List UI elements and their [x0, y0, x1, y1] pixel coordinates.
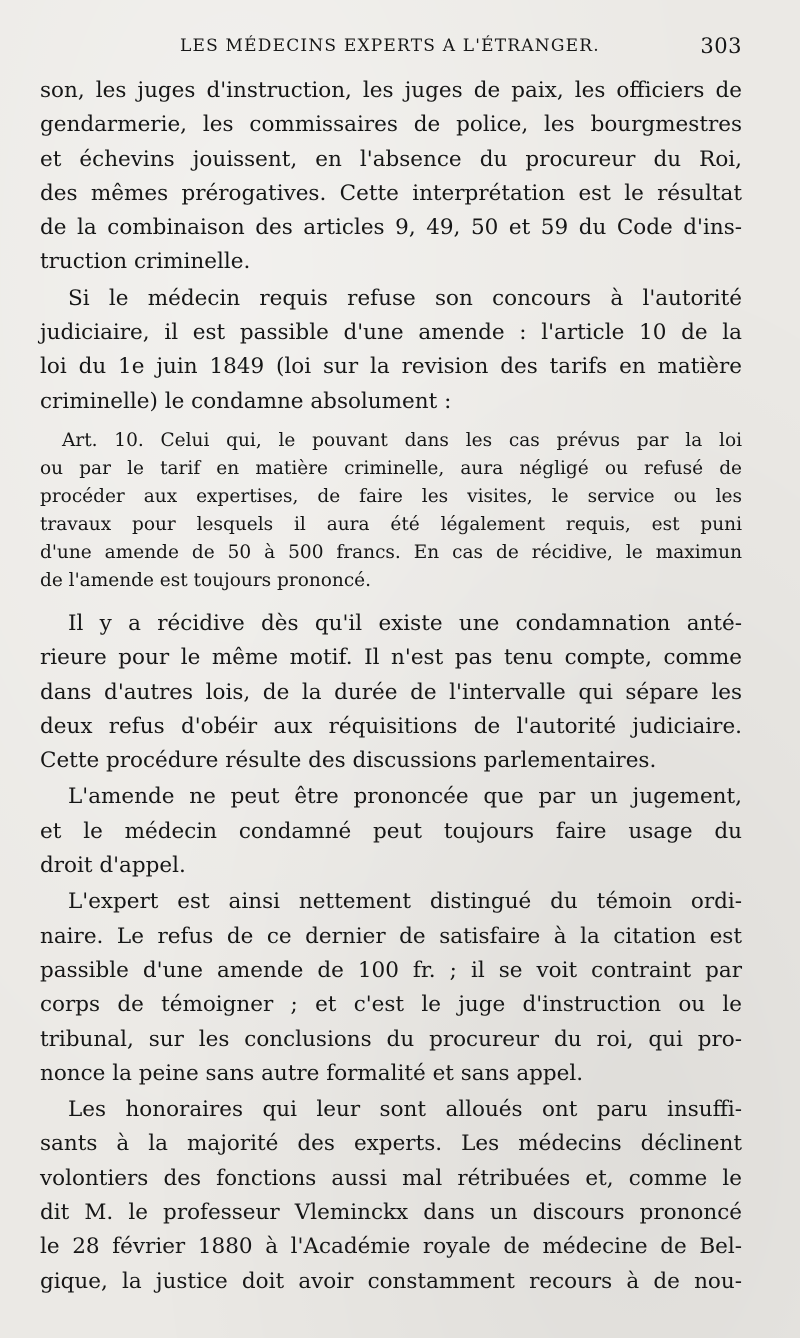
text-line: des mêmes prérogatives. Cette interprétation est le résultat [40, 180, 742, 206]
text-line: deux refus d'obéir aux réquisitions de l'autorité judiciaire. [40, 713, 742, 739]
text-line: nonce la peine sans autre formalité et sans appel. [40, 1060, 584, 1086]
text-line: truction criminelle. [40, 249, 251, 275]
text-line: et échevins jouissent, en l'absence du procureur du Roi, [40, 146, 742, 172]
text-line: droit d'appel. [40, 853, 186, 879]
text-line: de la combinaison des articles 9, 49, 50 et 59 du Code d'ins- [40, 215, 742, 241]
paragraph-honoraires [40, 1093, 742, 1299]
text-line: et le médecin condamné peut toujours faire usage du [40, 818, 742, 844]
body-text [40, 74, 742, 1301]
text-line: Si le médecin requis refuse son concours à l'autorité [68, 285, 742, 311]
text-line: L'expert est ainsi nettement distingué du témoin ordi- [68, 889, 742, 915]
text-line: tribunal, sur les conclusions du procureur du roi, qui pro- [40, 1026, 742, 1052]
paragraph-continuation [40, 74, 742, 280]
text-line: son, les juges d'instruction, les juges de paix, les officiers de [40, 78, 742, 103]
quote-line: de l'amende est toujours prononcé. [40, 569, 372, 591]
page-header [40, 34, 742, 64]
text-line: corps de témoigner ; et c'est le juge d'instruction ou le [40, 992, 742, 1018]
text-line: Les honoraires qui leur sont alloués ont paru insuffi- [68, 1097, 742, 1123]
text-line: dit M. le professeur Vleminckx dans un discours prononcé [40, 1200, 742, 1226]
text-line: passible d'une amende de 100 fr. ; il se voit contraint par [40, 957, 742, 983]
text-line: loi du 1e juin 1849 (loi sur la revision des tarifs en matière [40, 354, 742, 380]
paragraph-amende [40, 780, 742, 883]
quoted-article [40, 427, 742, 595]
text-line: judiciaire, il est passible d'une amende : l'article 10 de la [40, 320, 742, 346]
text-line: sants à la majorité des experts. Les médecins déclinent [40, 1131, 742, 1157]
text-line: Cette procédure résulte des discussions parlementaires. [40, 748, 657, 774]
paragraph-expert-temoin [40, 885, 742, 1091]
quote-line: procéder aux expertises, de faire les visites, le service ou les [40, 485, 742, 507]
text-line: volontiers des fonctions aussi mal rétribuées et, comme le [40, 1165, 742, 1191]
paragraph-refusal [40, 282, 742, 419]
paragraph-recidive [40, 607, 742, 778]
text-line: naire. Le refus de ce dernier de satisfaire à la citation est [40, 923, 742, 949]
quote-line: d'une amende de 50 à 500 francs. En cas de récidive, le maximun [40, 541, 742, 563]
quote-line: travaux pour lesquels il aura été légalement requis, est puni [40, 513, 742, 535]
quote-line: ou par le tarif en matière criminelle, aura négligé ou refusé de [40, 457, 742, 479]
text-line: le 28 février 1880 à l'Académie royale de médecine de Bel- [40, 1234, 742, 1260]
text-line: criminelle) le condamne absolument : [40, 388, 452, 414]
quote-line: Art. 10. Celui qui, le pouvant dans les cas prévus par la loi [62, 429, 742, 451]
text-line: gendarmerie, les commissaires de police, les bourgmestres [40, 112, 742, 138]
text-line: dans d'autres lois, de la durée de l'intervalle qui sépare les [40, 679, 742, 705]
text-line: Il y a récidive dès qu'il existe une condamnation anté- [68, 610, 742, 636]
text-line: gique, la justice doit avoir constamment recours à de nou- [40, 1268, 742, 1294]
page-number: 303 [700, 34, 742, 58]
text-line: L'amende ne peut être prononcée que par un jugement, [68, 784, 742, 810]
running-title: LES MÉDECINS EXPERTS A L'ÉTRANGER. [180, 36, 600, 56]
text-line: rieure pour le même motif. Il n'est pas tenu compte, comme [40, 645, 742, 671]
